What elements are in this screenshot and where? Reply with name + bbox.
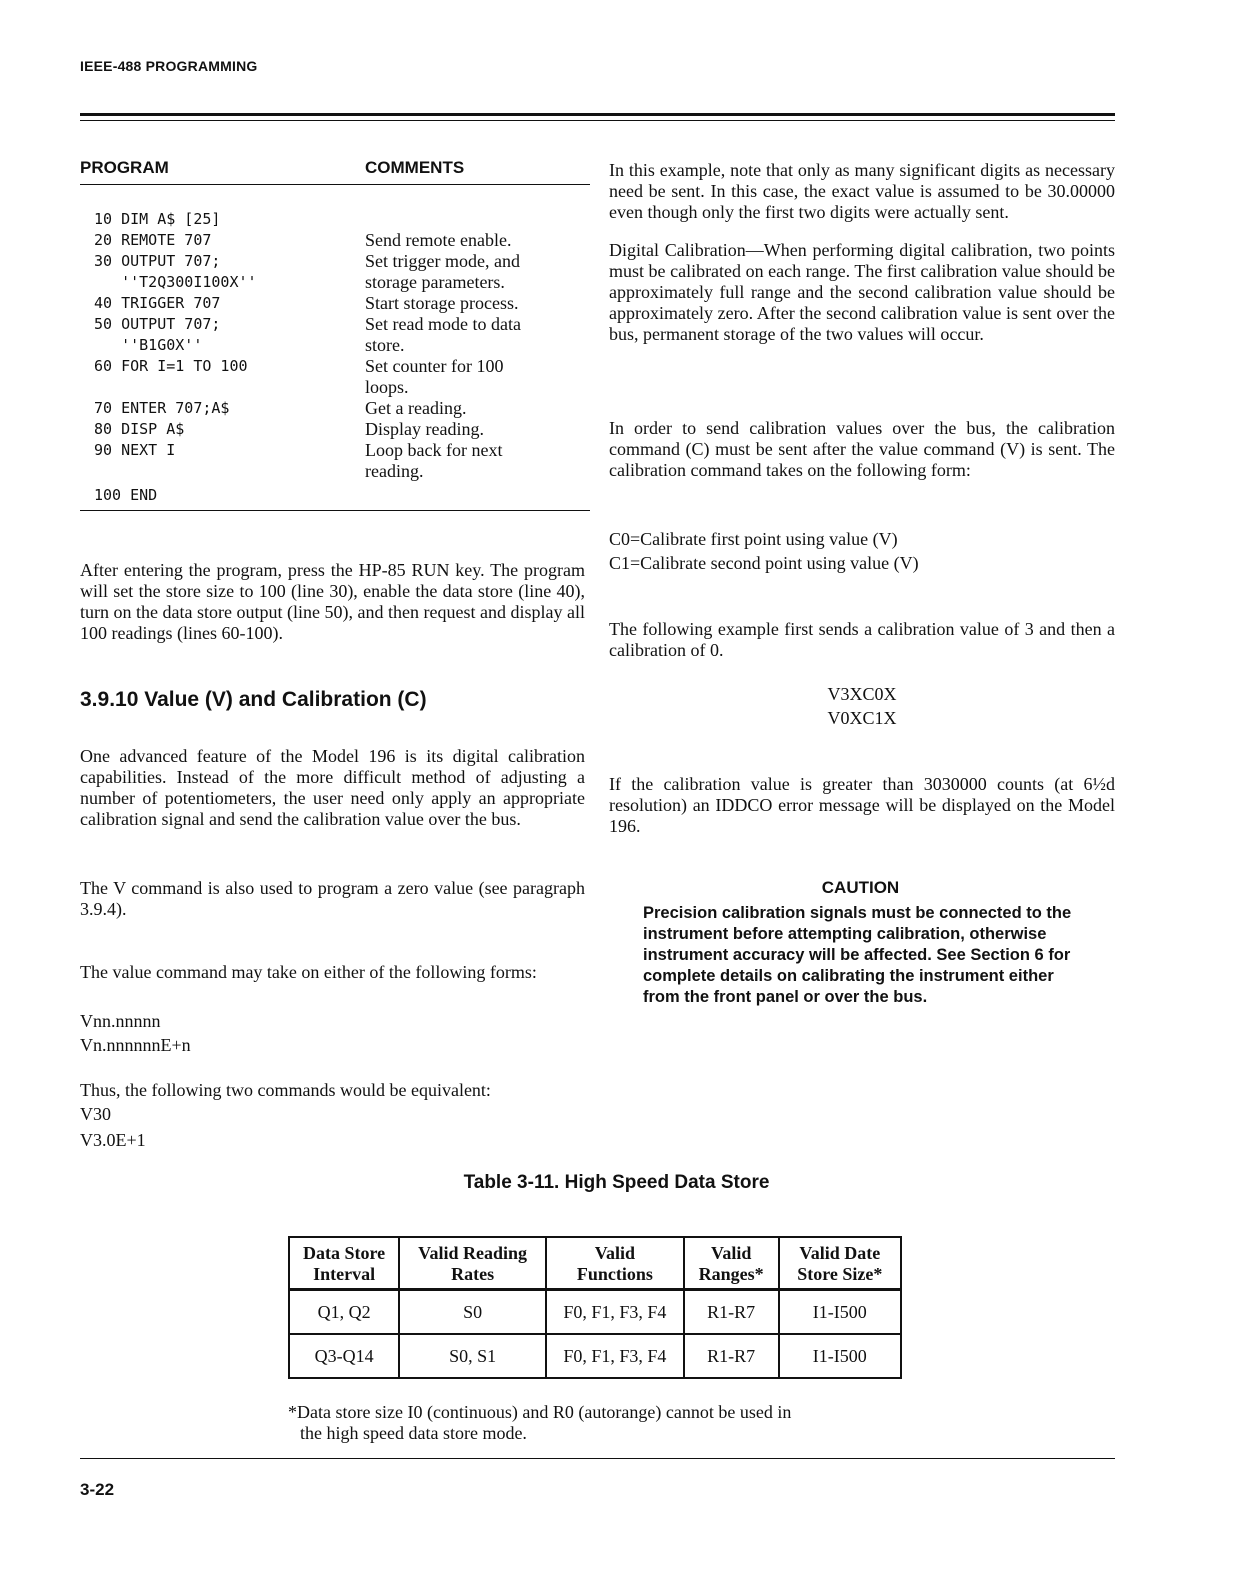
program-row <box>80 293 590 314</box>
program-listing-header <box>80 158 590 182</box>
paragraph-significant-digits: In this example, note that only as many significant digits as necessary need be sent. In this case, the exact value is assumed to be 30.00000 even though only the first two digits were actually sent. <box>609 160 1115 222</box>
program-comment: Set read mode to data <box>365 314 521 334</box>
table-header-cell: Valid Date Store Size* <box>779 1237 901 1290</box>
program-code: 70 ENTER 707;A$ <box>94 399 230 417</box>
comments-column-heading: COMMENTS <box>365 158 465 177</box>
value-form-2: Vn.nnnnnnE+n <box>80 1035 191 1055</box>
program-code: 20 REMOTE 707 <box>94 231 212 249</box>
program-row <box>80 398 590 419</box>
calibration-example-2: V0XC1X <box>827 708 897 728</box>
program-rows <box>80 185 590 482</box>
page-number: 3-22 <box>80 1480 115 1499</box>
program-code: 40 TRIGGER 707 <box>94 294 221 312</box>
table-cell: F0, F1, F3, F4 <box>546 1334 684 1378</box>
program-row <box>80 272 590 293</box>
table-header-cell: Valid Ranges* <box>684 1237 779 1290</box>
program-comment: Loop back for next <box>365 440 503 460</box>
program-code: 50 OUTPUT 707; <box>94 315 221 333</box>
program-end-rule <box>80 510 590 511</box>
program-code: ''T2Q300I100X'' <box>94 273 257 291</box>
table-cell: R1-R7 <box>684 1334 779 1378</box>
calibration-form-c1: C1=Calibrate second point using value (V) <box>609 553 919 573</box>
paragraph-digital-calibration: Digital Calibration—When performing digital calibration, two points must be calibrated on each range. The first calibration value should be approximately full range and the second calibration value should be approximately zero. After the second calibration value is sent over the bus, permanent storage of the two values will occur. <box>609 240 1115 344</box>
paragraph-after-program: After entering the program, press the HP-85 RUN key. The program will set the store size to 100 (line 30), enable the data store (line 40), turn on the data store output (line 50), and then request and display all 100 readings (lines 60-100). <box>80 560 585 643</box>
program-code: 100 END <box>94 486 158 504</box>
program-row-end <box>80 484 590 506</box>
table-cell: I1-I500 <box>779 1290 901 1335</box>
paragraph-iddco-error: If the calibration value is greater than 3030000 counts (at 6½d resolution) an IDDCO error message will be displayed on the Model 196. <box>609 774 1115 836</box>
table-title: Table 3-11. High Speed Data Store <box>463 1172 770 1193</box>
table-header-cell: Valid Functions <box>546 1237 684 1290</box>
paragraph-advanced-feature: One advanced feature of the Model 196 is its digital calibration capabilities. Instead of the more difficult method of adjusting a number of potentiometers, the user need only apply an appropriate calibration signal and send the calibration value over the bus. <box>80 746 585 829</box>
program-row <box>80 461 590 482</box>
program-comment: Start storage process. <box>365 293 519 313</box>
program-comment: loops. <box>365 377 409 397</box>
table-header-row <box>289 1237 901 1290</box>
table-footnote <box>288 1402 908 1444</box>
paragraph-value-forms: The value command may take on either of the following forms: <box>80 962 537 982</box>
program-comment: Get a reading. <box>365 398 467 418</box>
program-code: 10 DIM A$ [25] <box>94 210 221 228</box>
program-row <box>80 377 590 398</box>
running-head: IEEE-488 PROGRAMMING <box>80 58 258 74</box>
program-row <box>80 419 590 440</box>
table-footnote-line-2: the high speed data store mode. <box>300 1423 527 1443</box>
program-code: 80 DISP A$ <box>94 420 185 438</box>
program-code: ''B1G0X'' <box>94 336 203 354</box>
table-footnote-line-1: *Data store size I0 (continuous) and R0 (autorange) cannot be used in <box>288 1402 792 1422</box>
table-cell: I1-I500 <box>779 1334 901 1378</box>
program-row <box>80 230 590 251</box>
program-code: 90 NEXT I <box>94 441 176 459</box>
program-listing <box>80 158 590 511</box>
table-cell: S0, S1 <box>399 1334 546 1378</box>
data-store-table <box>288 1236 902 1379</box>
table-cell: R1-R7 <box>684 1290 779 1335</box>
paragraph-calibration-command: In order to send calibration values over the bus, the calibration command (C) must be sent after the value command (V) is sent. The calibration command takes on the following form: <box>609 418 1115 480</box>
footer-rule <box>80 1458 1115 1459</box>
program-row <box>80 314 590 335</box>
table-row <box>289 1334 901 1378</box>
program-comment: Set counter for 100 <box>365 356 504 376</box>
program-comment: Display reading. <box>365 419 484 439</box>
header-rule <box>80 113 1115 116</box>
equivalent-command-2: V3.0E+1 <box>80 1130 146 1150</box>
program-code: 60 FOR I=1 TO 100 <box>94 357 248 375</box>
program-comment: store. <box>365 335 405 355</box>
table-cell: Q3-Q14 <box>289 1334 399 1378</box>
table-header-cell: Data Store Interval <box>289 1237 399 1290</box>
program-row <box>80 251 590 272</box>
paragraph-zero-value: The V command is also used to program a zero value (see paragraph 3.9.4). <box>80 878 585 919</box>
program-row <box>80 356 590 377</box>
table-header-cell: Valid Reading Rates <box>399 1237 546 1290</box>
equivalent-command-1: V30 <box>80 1104 111 1124</box>
caution-text: Precision calibration signals must be connected to the instrument before attempting calibration, otherwise instrument accuracy will be affected. See Section 6 for complete details on calibrating the instrument either from the front panel or over the bus. <box>643 904 1072 1006</box>
caution-title: CAUTION <box>821 878 900 897</box>
calibration-example-1: V3XC0X <box>827 684 897 704</box>
program-row <box>80 209 590 230</box>
value-form-1: Vnn.nnnnn <box>80 1011 161 1031</box>
paragraph-calibration-example: The following example first sends a calibration value of 3 and then a calibration of 0. <box>609 619 1115 660</box>
program-column-heading: PROGRAM <box>80 158 169 177</box>
program-row <box>80 440 590 461</box>
calibration-form-c0: C0=Calibrate first point using value (V) <box>609 529 898 549</box>
table-row <box>289 1290 901 1335</box>
header-rule-thin <box>80 120 1115 121</box>
program-code: 30 OUTPUT 707; <box>94 252 221 270</box>
table-cell: F0, F1, F3, F4 <box>546 1290 684 1335</box>
program-comment: storage parameters. <box>365 272 505 292</box>
program-comment: Send remote enable. <box>365 230 512 250</box>
table-cell: Q1, Q2 <box>289 1290 399 1335</box>
section-title: 3.9.10 Value (V) and Calibration (C) <box>80 688 427 711</box>
table-cell: S0 <box>399 1290 546 1335</box>
program-row <box>80 335 590 356</box>
program-comment: reading. <box>365 461 424 481</box>
program-comment: Set trigger mode, and <box>365 251 520 271</box>
paragraph-equivalent: Thus, the following two commands would be equivalent: <box>80 1080 491 1100</box>
